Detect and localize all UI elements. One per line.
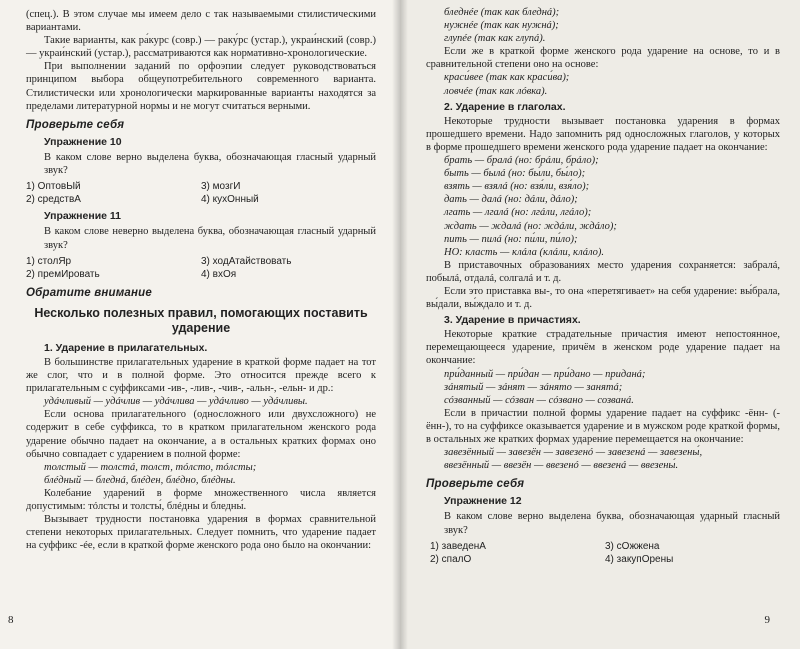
check-yourself-heading: Проверьте себя	[426, 478, 525, 491]
answer-option: 1) столЯр	[26, 255, 72, 267]
paragraph: Некоторые краткие страдательные причастия имеют непостоянное, перемещающееся ударение, причём в женском роде ударение падает на окончание:	[426, 329, 780, 367]
section-heading: Несколько полезных правил, помогающих поставить ударение	[34, 305, 368, 335]
example-line: пить — пилá (но: пи́ли, пи́ло);	[444, 233, 578, 245]
answer-options	[426, 540, 780, 566]
answer-option: 2) премИровать	[26, 268, 100, 280]
attention-heading: Обратите внимание	[26, 286, 152, 299]
exercise-title: Упражнение 11	[44, 210, 122, 223]
paragraph: При выполнении заданий по орфоэпии следует руководствоваться принципом выбора общеупотребительного современного варианта. Стилистически или хронологически маркированные варианты находятся за пределами литературной нормы и не могут считаться верными.	[26, 61, 376, 112]
example-line: быть — былá (но: бы́ли, бы́ло);	[444, 168, 586, 180]
answer-option: 2) спалО	[430, 553, 472, 565]
paragraph: Некоторые трудности вызывает постановка ударения в формах прошедшего времени. Надо запомнить ряд односложных глаголов, у которых в форме прошедшего времени женского рода ударение падает на окончание:	[426, 115, 780, 153]
paragraph: Колебание ударений в форме множественного числа является допустимым: тóлсты и толсты́, блéдны и бледны́.	[26, 487, 376, 512]
answer-options	[26, 180, 376, 206]
exercise-question: В каком слове неверно выделена буква, обозначающая гласный ударный звук?	[44, 226, 376, 251]
example-line: взять — взялá (но: взя́ли, взя́ло);	[444, 181, 590, 193]
example-line: лгать — лгалá (но: лгáли, лгáло);	[444, 207, 592, 219]
paragraph: В приставочных образованиях место ударения сохраняется: забралá, побылá, отдалá, солгалá и т. д.	[426, 259, 780, 284]
answer-option: 3) ходАтайствовать	[201, 255, 292, 267]
answer-option: 2) средствА	[26, 194, 81, 206]
answer-option: 1) ОптовЫй	[26, 181, 81, 193]
answer-option: 4) вхОя	[201, 268, 237, 280]
paragraph: Такие варианты, как ра́курс (совр.) — раку́рс (устар.), украи́нский (совр.) — украи́нский (устар.), рассматриваются как нормативно-хронологические.	[26, 35, 376, 60]
example-line: дать — далá (но: дáли, дáло);	[444, 194, 578, 206]
paragraph: Если основа прилагательного (односложного или двухсложного) не содержит в себе суффикса, то в кратком прилагательном женского рода ударение обычно падает на окончание, а в остальных кратких формах оно обычно совпадает с ударением в полной форме:	[26, 409, 376, 460]
answer-option: 3) сОжжена	[605, 540, 660, 552]
paragraph: (спец.). В этом случае мы имеем дело с так называемыми стилистическими вариантами.	[26, 9, 376, 34]
answer-option: 4) кухОнный	[201, 194, 259, 206]
paragraph: Вызывает трудности постановка ударения в формах сравнительной степени некоторых прилагательных. Следует помнить, что ударение падает на суффикс -ée, если в краткой форме женского рода оно было на окончании:	[26, 514, 376, 552]
example-line: сóзванный — сóзван — сóзвано — созванá.	[444, 394, 634, 406]
answer-option: 1) заведенА	[430, 540, 486, 552]
exercise-title: Упражнение 10	[44, 135, 122, 148]
example-line: завезённый — завезён — завезенó — завезенá — завезены́,	[444, 447, 703, 459]
right-page	[400, 0, 800, 649]
example-line: толстый — толстá, толст, тóлсто, тóлсты;	[44, 461, 257, 473]
exercise-title: Упражнение 12	[444, 495, 522, 508]
paragraph: Если в причастии полной формы ударение падает на суффикс -ённ- (-ённ-), то на суффиксе оказывается ударение и в мужском роде краткой формы, в остальных же кратких формах ударение перемещается на окончание:	[426, 407, 780, 445]
example-line: брать — бралá (но: брáли, брáло);	[444, 155, 599, 167]
page-number: 9	[764, 613, 770, 626]
example-line: удáчливый — удáчлив — удáчлива — удáчливо — удáчливы.	[44, 396, 308, 408]
answer-options	[26, 255, 376, 281]
example-line: бледнéе (так как бледнá);	[444, 7, 560, 18]
subsection-title: 1. Ударение в прилагательных.	[44, 341, 208, 354]
example-line: ловчéе (так как лóвка).	[444, 85, 548, 97]
example-line: глупéе (так как глупá).	[444, 33, 546, 45]
answer-option: 3) мозгИ	[201, 181, 241, 193]
example-line: краси́вее (так как краси́ва);	[444, 72, 570, 84]
example-line: НО: класть — клáла (клáли, клáло).	[444, 246, 605, 258]
paragraph: Если это приставка вы-, то она «перетягивает» на себя ударение: вы́брала, вы́дали, вы́ждало и т. д.	[426, 285, 780, 311]
subsection-title: 3. Ударение в причастиях.	[444, 314, 581, 327]
example-line: блéдный — бледнá, блéден, блéдно, блéдны.	[44, 474, 236, 486]
check-yourself-heading: Проверьте себя	[26, 118, 125, 131]
subsection-title: 2. Ударение в глаголах.	[444, 100, 566, 113]
example-line: зáнятый — зáнят — зáнято — занятá;	[444, 381, 623, 393]
exercise-question: В каком слове верно выделена буква, обозначающая ударный гласный звук?	[444, 511, 780, 536]
answer-option: 4) закупОрены	[605, 553, 674, 565]
example-line: при́данный — при́дан — при́дано — приданá;	[444, 368, 646, 380]
exercise-question: В каком слове верно выделена буква, обозначающая гласный ударный звук?	[44, 151, 376, 177]
page-number: 8	[8, 613, 14, 626]
example-line: ввезённый — ввезён — ввезенó — ввезенá — ввезены́.	[444, 460, 679, 472]
example-line: нужнéе (так как нужнá);	[444, 20, 559, 32]
paragraph: Если же в краткой форме женского рода ударение на основе, то и в сравнительной степени оно на основе:	[426, 46, 780, 71]
paragraph: В большинстве прилагательных ударение в краткой форме падает на тот же слог, что и в полной форме. Это относится прежде всего к прилагательным с суффиксами -ив-, -лив-, -чив-, -альн-, -ельн- и др.:	[26, 356, 376, 395]
example-line: ждать — ждалá (но: ждáли, ждáло);	[444, 220, 617, 232]
